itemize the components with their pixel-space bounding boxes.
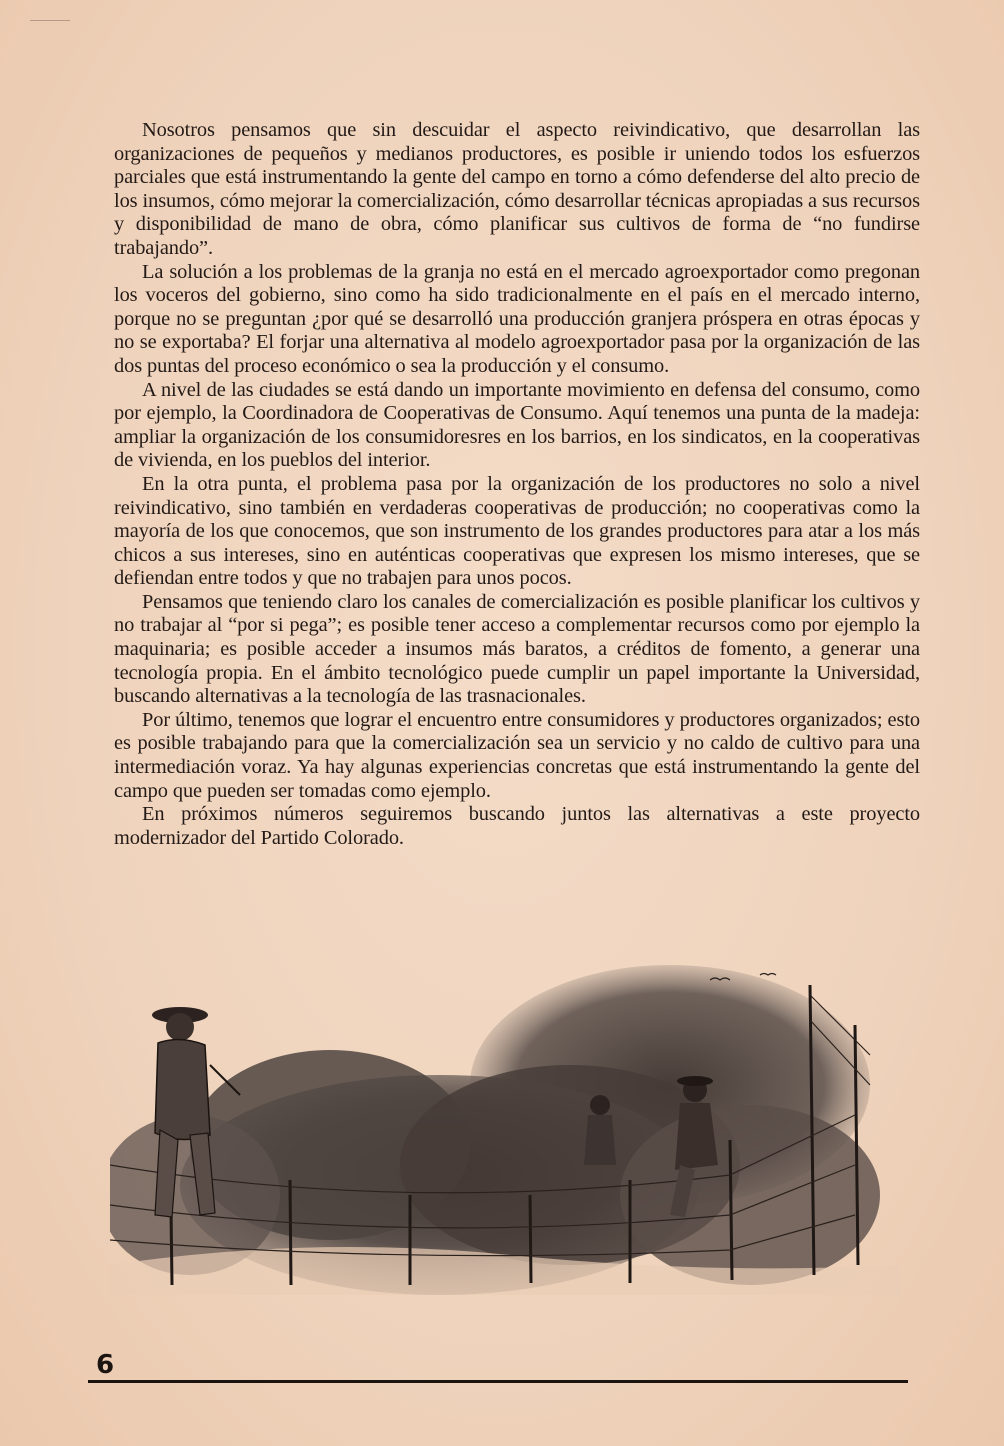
paragraph-1: Nosotros pensamos que sin descuidar el aspecto reivindicativo, que desarrollan las organizaciones de pequeños y medianos productores, es posible ir uniendo todos los esfuerzos parciales que está instrumentando la gente del campo en torno a cómo defenderse del alto precio de los insumos, cómo mejorar la comercialización, cómo desarrollar técnicas apropiadas a sus recursos y disponibilidad de mano de obra, cómo planificar sus cultivos de forma de “no fundirse trabajando”.	[114, 119, 920, 259]
paragraph-7: En próximos números seguiremos buscando juntos las alternativas a este proyecto modernizador del Partido Colorado.	[114, 803, 920, 849]
paragraph-3: A nivel de las ciudades se está dando un importante movimiento en defensa del consumo, como por ejemplo, la Coordinadora de Cooperativas de Consumo. Aquí tenemos una punta de la madeja: ampliar la organización de los consumidoresres en los barrios, en los sindicatos, en la cooperativas de vivienda, en los pueblos del interior.	[114, 378, 920, 472]
bottom-rule	[88, 1380, 908, 1383]
page-number: 6	[96, 1350, 115, 1380]
edge-mark	[30, 20, 70, 21]
farm-landscape-illustration	[110, 965, 900, 1295]
paragraph-5: Pensamos que teniendo claro los canales de comercialización es posible planificar los cultivos y no trabajar al “por si pega”; es posible tener acceso a complementar recursos como por ejemplo la maquinaria; es posible acceder a insumos más baratos, a créditos de fomento, a generar una tecnología propia. En el ámbito tecnológico puede cumplir un papel importante la Universidad, buscando alternativas a la tecnología de las trasnacionales.	[114, 590, 920, 708]
paragraph-6: Por último, tenemos que lograr el encuentro entre consumidores y productores organizados; esto es posible trabajando para que la comercialización sea un servicio y no caldo de cultivo para una intermediación voraz. Ya hay algunas experiencias concretas que está instrumentando la gente del campo que pueden ser tomadas como ejemplo.	[114, 708, 920, 802]
illustration-drawing	[110, 965, 900, 1295]
article-body	[114, 119, 920, 850]
paragraph-4: En la otra punta, el problema pasa por la organización de los productores no solo a nivel reivindicativo, sino también en verdaderas cooperativas de producción; no cooperativas como la mayoría de los que conocemos, que son instrumento de los grandes productores para atar a los más chicos a sus intereses, sino en auténticas cooperativas que expresen los mismo intereses, que se defiendan entre todos y que no trabajen para unos pocos.	[114, 472, 920, 590]
paragraph-2: La solución a los problemas de la granja no está en el mercado agroexportador como pregonan los voceros del gobierno, sino como ha sido tradicionalmente en el país en el mercado interno, porque no se preguntan ¿por qué se desarrolló una producción granjera próspera en otras épocas y no se exportaba? El forjar una alternativa al modelo agroexportador pasa por la organización de las dos puntas del proceso económico o sea la producción y el consumo.	[114, 260, 920, 377]
bush-mass-right	[620, 1105, 880, 1285]
